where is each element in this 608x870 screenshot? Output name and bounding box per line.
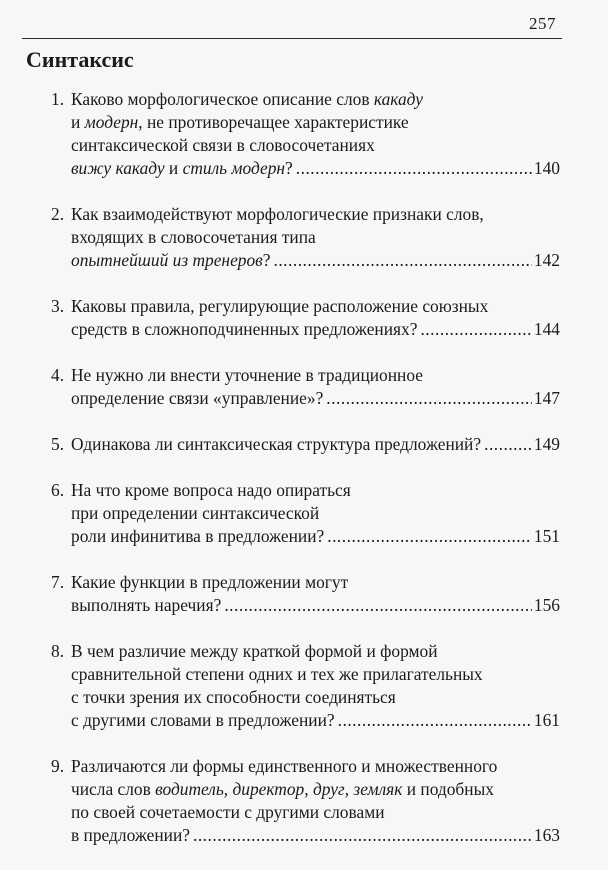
entry-last-line (71, 249, 560, 272)
entry-page-number: 140 (533, 158, 560, 178)
entry-line-text (71, 157, 293, 180)
italic-term: какаду (373, 89, 423, 109)
text-segment: Каково морфологическое описание слов (71, 89, 374, 109)
entry-number: 1. (51, 89, 65, 109)
dot-leader (273, 249, 531, 272)
entry-line-text (71, 387, 323, 410)
dot-leader (420, 318, 531, 341)
entry-line-text (71, 318, 417, 341)
entry-page-number: 156 (533, 595, 560, 615)
entry-line-text (71, 365, 423, 385)
entry-page-number: 151 (533, 526, 560, 546)
entry-line-text (71, 756, 497, 776)
entry-text (51, 364, 560, 410)
text-segment: и (164, 158, 183, 178)
toc-entry (51, 295, 560, 341)
entry-line-text (71, 802, 385, 822)
entry-text (51, 479, 560, 548)
dot-leader (193, 824, 532, 847)
italic-term: опытнейший из тренеров (71, 250, 263, 270)
table-of-contents (51, 88, 560, 870)
entry-line (71, 111, 560, 134)
entry-text (51, 295, 560, 341)
text-segment: синтаксической связи в словосочетаниях (71, 135, 375, 155)
entry-line (71, 686, 560, 709)
text-segment: входящих в словосочетания типа (71, 227, 316, 247)
text-segment: Различаются ли формы единственного и множественного (71, 756, 498, 776)
entry-number: 2. (51, 204, 65, 224)
text-segment: средств в сложноподчиненных предложениях? (71, 319, 418, 339)
entry-text (51, 755, 560, 847)
text-segment: ? (285, 158, 293, 178)
entry-last-line (71, 157, 560, 180)
italic-term: водитель, директор, друг, земляк (155, 779, 403, 799)
italic-term: вижу какаду (71, 158, 165, 178)
toc-entry (51, 479, 560, 548)
entry-last-line (71, 433, 560, 456)
entry-line (71, 203, 560, 226)
entry-line (71, 479, 560, 502)
entry-line-text (71, 503, 319, 523)
entry-last-line (71, 387, 560, 410)
italic-term: модерн (84, 112, 139, 132)
entry-line (71, 134, 560, 157)
text-segment: Одинакова ли синтаксическая структура предложений? (71, 434, 482, 454)
entry-line-text (71, 664, 483, 684)
text-segment: и (71, 112, 85, 132)
dot-leader (296, 157, 532, 180)
entry-page-number: 149 (533, 434, 560, 454)
entry-last-line (71, 525, 560, 548)
text-segment: роли инфинитива в предложении? (71, 526, 325, 546)
toc-entry (51, 571, 560, 617)
entry-page-number: 144 (533, 319, 560, 339)
entry-number: 9. (51, 756, 65, 776)
entry-line (71, 502, 560, 525)
text-segment: числа слов (71, 779, 156, 799)
dot-leader (338, 709, 532, 732)
entry-last-line (71, 709, 560, 732)
page-number: 257 (529, 14, 556, 33)
text-segment: определение связи «управление»? (71, 388, 324, 408)
italic-term: стиль модерн (182, 158, 286, 178)
entry-line-text (71, 525, 324, 548)
text-segment: Каковы правила, регулирующие расположение союзных (71, 296, 489, 316)
entry-line-text (71, 89, 423, 109)
text-segment: Как взаимодействуют морфологические признаки слов, (71, 204, 484, 224)
entry-line-text (71, 249, 270, 272)
entry-text (51, 88, 560, 180)
text-segment: при определении синтаксической (71, 503, 320, 523)
dot-leader (224, 594, 532, 617)
header-rule (22, 38, 562, 39)
dot-leader (326, 387, 532, 410)
entry-text (51, 640, 560, 732)
entry-line (71, 88, 560, 111)
text-segment: в предложении? (71, 825, 190, 845)
toc-entry (51, 364, 560, 410)
section-title: Синтаксис (26, 47, 134, 72)
entry-line-text (71, 227, 316, 247)
entry-page-number: 163 (533, 825, 560, 845)
entry-line (71, 640, 560, 663)
text-segment: Не нужно ли внести уточнение в традиционное (71, 365, 423, 385)
entry-line (71, 663, 560, 686)
entry-line-text (71, 433, 481, 456)
entry-last-line (71, 594, 560, 617)
text-segment: На что кроме вопроса надо опираться (71, 480, 351, 500)
toc-entry (51, 755, 560, 847)
entry-line-text (71, 824, 190, 847)
text-segment: и подобных (402, 779, 494, 799)
entry-line (71, 801, 560, 824)
text-segment: , не противоречащее характеристике (138, 112, 409, 132)
entry-number: 6. (51, 480, 65, 500)
entry-number: 8. (51, 641, 65, 661)
text-segment: с точки зрения их способности соединяться (71, 687, 396, 707)
entry-line-text (71, 572, 348, 592)
text-segment: В чем различие между краткой формой и формой (71, 641, 438, 661)
entry-line-text (71, 296, 488, 316)
entry-number: 7. (51, 572, 65, 592)
entry-page-number: 147 (533, 388, 560, 408)
entry-line-text (71, 687, 396, 707)
entry-page-number: 161 (533, 710, 560, 730)
entry-page-number: 142 (533, 250, 560, 270)
entry-line-text (71, 641, 438, 661)
dot-leader (327, 525, 532, 548)
toc-entry (51, 203, 560, 272)
entry-last-line (71, 824, 560, 847)
text-segment: с другими словами в предложении? (71, 710, 335, 730)
entry-line-text (71, 112, 409, 132)
entry-text (51, 433, 560, 456)
entry-number: 3. (51, 296, 65, 316)
entry-last-line (71, 318, 560, 341)
toc-entry (51, 433, 560, 456)
entry-text (51, 203, 560, 272)
entry-line-text (71, 480, 351, 500)
entry-text (51, 571, 560, 617)
entry-line-text (71, 594, 221, 617)
entry-number: 4. (51, 365, 65, 385)
entry-line-text (71, 709, 335, 732)
entry-line-text (71, 135, 375, 155)
entry-line (71, 295, 560, 318)
text-segment: ? (262, 250, 271, 270)
text-segment: Какие функции в предложении могут (71, 572, 349, 592)
text-segment: сравнительной степени одних и тех же прилагательных (71, 664, 483, 684)
toc-entry (51, 640, 560, 732)
text-segment: выполнять наречия? (71, 595, 222, 615)
entry-line (71, 778, 560, 801)
entry-line-text (71, 779, 494, 799)
text-segment: по своей сочетаемости с другими словами (71, 802, 385, 822)
entry-line (71, 755, 560, 778)
entry-line-text (71, 204, 484, 224)
entry-number: 5. (51, 434, 65, 454)
entry-line (71, 364, 560, 387)
dot-leader (484, 433, 532, 456)
entry-line (71, 226, 560, 249)
toc-entry (51, 88, 560, 180)
entry-line (71, 571, 560, 594)
